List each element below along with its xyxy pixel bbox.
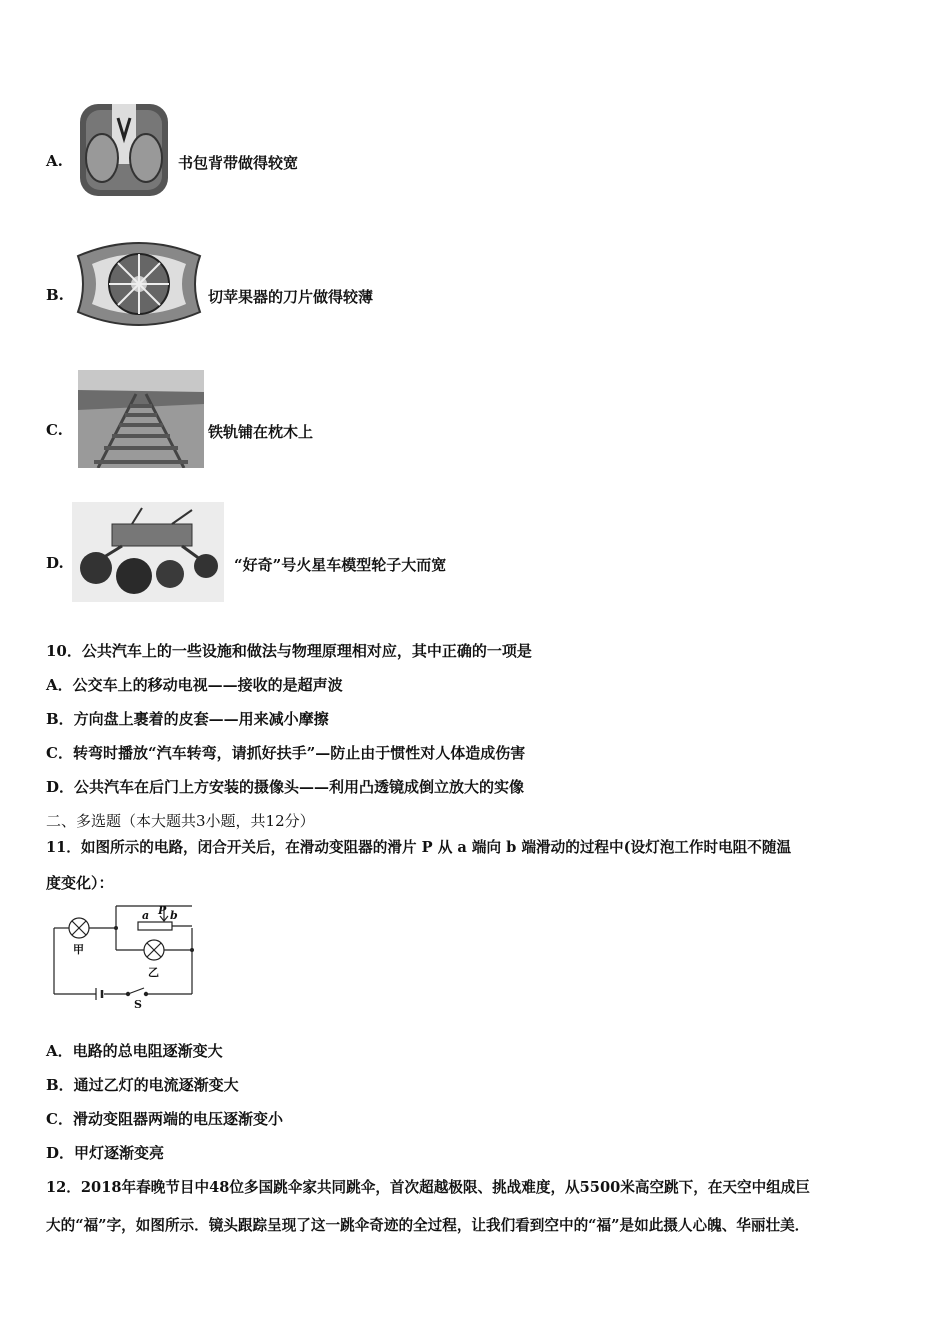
- option-c-letter: C.: [46, 421, 63, 439]
- lamp-jia-label: 甲: [73, 943, 84, 956]
- q10-option-d: D．公共汽车在后门上方安装的摄像头——利用凸透镜成倒立放大的实像: [46, 778, 525, 796]
- switch-label: S: [134, 998, 142, 1010]
- q11-stem-line1: 11．如图所示的电路，闭合开关后，在滑动变阻器的滑片 P 从 a 端向 b 端滑动的过程中(设灯泡工作时电阻不随温: [46, 839, 792, 856]
- backpack-image: [72, 98, 176, 200]
- q10-stem: 10．公共汽车上的一些设施和做法与物理原理相对应，其中正确的一项是: [46, 642, 532, 660]
- q11-option-c: C．滑动变阻器两端的电压逐渐变小: [46, 1110, 283, 1128]
- section-heading: 二、多选题（本大题共3小题，共12分）: [46, 812, 315, 830]
- option-a-letter: A.: [46, 152, 63, 170]
- q12-line1: 12．2018年春晚节目中48位多国跳伞家共同跳伞，首次超越极限、挑战难度，从5500米高空跳下，在天空中组成巨: [46, 1179, 810, 1196]
- railway-image: [78, 370, 204, 468]
- q11-option-b: B．通过乙灯的电流逐渐变大: [46, 1076, 239, 1094]
- rheostat-b-label: b: [170, 909, 178, 922]
- option-b-text: 切苹果器的刀片做得较薄: [208, 288, 374, 306]
- apple-slicer-image: [72, 236, 206, 332]
- q10-option-a: A．公交车上的移动电视——接收的是超声波: [46, 676, 343, 694]
- option-a-text: 书包背带做得较宽: [178, 154, 299, 172]
- slider-p-label: P: [158, 904, 167, 917]
- option-d-text: “好奇”号火星车模型轮子大而宽: [234, 556, 447, 574]
- q12-line2: 大的“福”字，如图所示．镜头跟踪呈现了这一跳伞奇迹的全过程，让我们看到空中的“福”是如此摄人心魄、华丽壮美．: [46, 1217, 810, 1234]
- q10-option-b: B．方向盘上裹着的皮套——用来减小摩擦: [46, 710, 329, 728]
- q11-stem-line2: 度变化）：: [46, 874, 114, 892]
- q11-option-a: A．电路的总电阻逐渐变大: [46, 1042, 223, 1060]
- circuit-diagram: [46, 900, 206, 1014]
- option-c-text: 铁轨铺在枕木上: [208, 423, 314, 441]
- option-d-letter: D.: [46, 554, 64, 572]
- mars-rover-image: [72, 502, 224, 602]
- option-b-letter: B.: [46, 286, 64, 304]
- q11-option-d: D．甲灯逐渐变亮: [46, 1144, 165, 1162]
- rheostat-a-label: a: [142, 909, 150, 922]
- q10-option-c: C．转弯时播放“汽车转弯，请抓好扶手”—防止由于惯性对人体造成伤害: [46, 744, 526, 762]
- lamp-yi-label: 乙: [148, 966, 159, 979]
